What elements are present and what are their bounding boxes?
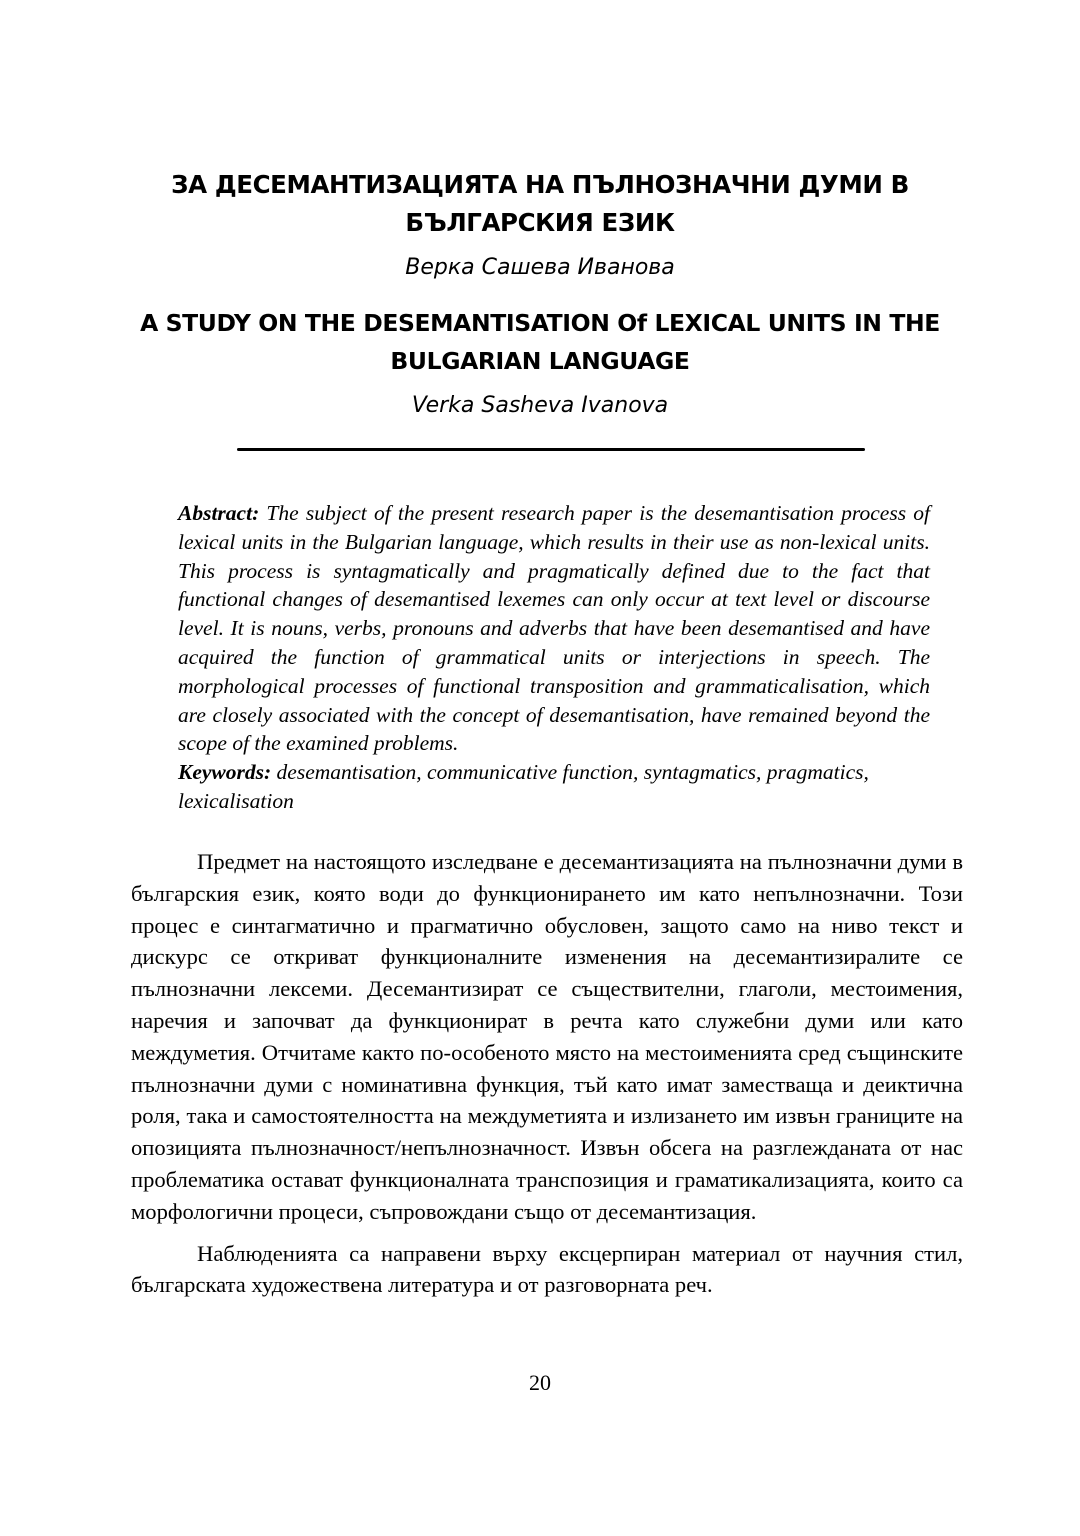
author-bulgarian: Верка Сашева Иванова bbox=[405, 255, 675, 280]
keywords-label: Keywords: bbox=[178, 760, 272, 785]
title-english bbox=[120, 304, 960, 380]
abstract-text: The subject of the present research paper is the desemantisation process of lexical units in the Bulgarian language, which results in their use as non-lexical units. This process is syntagmatically and pragmatically defined due to the fact that functional changes of desemantised lexemes can only occur at text level or discourse level. It is nouns, verbs, pronouns and adverbs that have been desemantised and have acquired the function of grammatical units or interjections in speech. The morphological processes of functional transposition and grammaticalisation, which are closely associated with the concept of desemantisation, have remained beyond the scope of the examined problems. bbox=[178, 501, 930, 756]
body-paragraph-1: Предмет на настоящото изследване е десемантизацията на пълнозначни думи в българския език, която води до функционирането им като непълнозначни. Този процес е синтагматично и прагматично обусловен, защото само на ниво текст и дискурс се откриват функционалните изменения на десемантизиралите се пълнозначни лексеми. Десемантизират се съществителни, глаголи, местоимения, наречия и започват да функционират в речта като служебни думи или като междуметия. Отчитаме както по-особеното място на местоименията сред същинските пълнозначни думи с номинативна функция, тъй като имат заместваща и деиктична роля, така и самостоятелността на междуметията и излизането им извън границите на опозицията пълнозначност/непълнозначност. Извън обсега на разглежданата от нас проблематика остават функционалната транспозиция и граматикализацията, които са морфологични процеси, съпровождани също от десемантизация. bbox=[131, 849, 963, 1224]
title-english-line-2: BULGARIAN LANGUAGE bbox=[390, 347, 690, 375]
title-divider bbox=[237, 448, 865, 451]
page-number: 20 bbox=[529, 1370, 551, 1395]
title-bulgarian bbox=[120, 166, 960, 242]
keywords-text: desemantisation, communicative function, syntagmatics, pragmatics, lexicalisation bbox=[178, 760, 869, 813]
body-paragraph-2: Наблюденията са направени върху ексцерпиран материал от научния стил, българската художествена литература и от разговорната реч. bbox=[131, 1240, 963, 1298]
abstract-label: Abstract: bbox=[178, 501, 260, 525]
abstract-block bbox=[178, 499, 930, 816]
body-text bbox=[131, 846, 963, 1311]
keywords-paragraph bbox=[178, 758, 930, 816]
title-bulgarian-line-2: БЪЛГАРСКИЯ ЕЗИК bbox=[405, 208, 675, 237]
abstract-paragraph bbox=[178, 499, 930, 758]
title-bulgarian-line-1: ЗА ДЕСЕМАНТИЗАЦИЯТА НА ПЪЛНОЗНАЧНИ ДУМИ В bbox=[171, 170, 909, 199]
author-english: Verka Sasheva Ivanova bbox=[411, 393, 669, 418]
title-english-line-1: A STUDY ON THE DESEMANTISATION Of LEXICAL UNITS IN THE bbox=[140, 309, 940, 337]
